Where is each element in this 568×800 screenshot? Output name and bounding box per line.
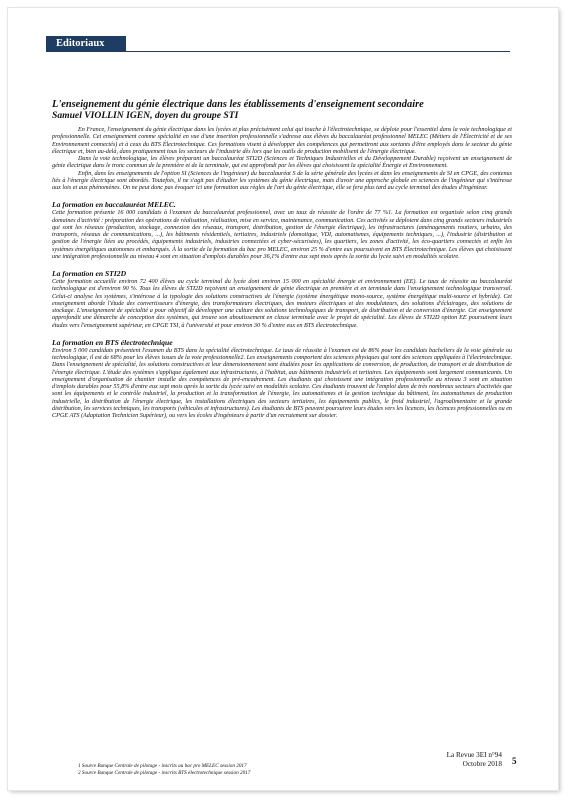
intro-paragraph: Enfin, dans les enseignements de l'option SI (Sciences de l'ingénieur) du baccalauréat S de la série générale des lycées et dans les enseignements de SI en CPGE, des contenus liés à l'énergie électrique sont abordés. Toutefois, il ne s'agit pas d'étudier les systèmes du génie électrique, mais d'avoir une approche globale en sciences de l'ingénieur qui s'intéresse aux lois et aux phénomènes. On ne peut donc pas évoquer ici une formation aux règles de l'art du génie électrique, elle se fera plus tard au cycle terminal des études d'ingénieur. <box>52 170 512 191</box>
publication-date: Octobre 2018 <box>462 760 502 768</box>
section-paragraph: Environ 5 000 candidats présentent l'examen du BTS dans la spécialité électrotechnique. Le taux de réussite à l'examen est de 86% pour les candidats bacheliers de la voie générale ou technologique, il est de 68% pour les élèves issues de la voie professionnelle2. Les enseignements comportent des sciences physiques qui sont des sciences appliquées à l'électrotechnique. Dans l'enseignement de spécialité, les solutions constructives et leur dimensionnement sont étudiées pour les applications de conversion, de production, de transport et de distribution de l'énergie électrique. L'étude des systèmes s'applique également aux infrastructures, à l'habitat, aux bâtiments industriels et tertiaires. Les équipements sont largement communicants. Un enseignement d'organisation de chantier installe des compétences de pré-encadrement. Les étudiants qui choisissent une intégration professionnelle au niveau 3 sont en situation d'emplois durables pour 55,8% d'entre eux sept mois après la sortie du lycée suivi en modalités scolaire. Ces étudiants trouvent de l'emploi dans de très nombreux secteurs d'activités que sont les équipements et le contrôle industriel, la production et la transformation de l'énergie, les automatismes et la gestion technique du bâtiment, les automatismes de production industrielle, la distribution de l'énergie électrique, les installations électriques des secteurs tertiaires, les équipements publics, le froid industriel, l'agroalimentaire et la grande distribution, les services techniques, les transports (véhicules et infrastructures). Les étudiants de BTS peuvent poursuivre leurs études vers les licences, les licences professionnelles ou en CPGE ATS (Adaptation Technicien Supérieur), ou vers les écoles d'ingénieurs à partir d'un recrutement sur dossier. <box>52 347 512 419</box>
section-heading: La formation en baccalauréat MELEC. <box>52 200 176 210</box>
section-heading: La formation en STI2D <box>52 269 127 278</box>
page-number: 5 <box>512 756 517 766</box>
footnote: 1 Source Banque Centrale de pilotage - inscrits au bac pro MELEC session 2017 <box>78 763 247 769</box>
article-title: L'enseignement du génie électrique dans les établissements d'enseignement secondaire <box>52 99 424 110</box>
section-banner: Editoriaux <box>46 36 126 52</box>
footnote: 2 Source Banque Centrale de pilotage - inscrits BTS électrotechnique session 2017 <box>78 769 251 776</box>
publication-info <box>384 751 502 769</box>
intro-paragraph: Dans la voie technologique, les élèves préparant un baccalauréat STI2D (Sciences et Techniques Industrielles et du Développement Durable) reçoivent un enseignement de génie électrique dans le tronc commun de la première et de la terminale, qui est approfondi par les élèves qui choisissent la spécialité Énergie et Environnement. <box>52 156 512 170</box>
section-paragraph: Cette formation accueille environ 72 400 élèves au cycle terminal du lycée dont environ 15 000 en spécialité énergie et environnement (EE). Le taux de réussite au baccalauréat technologique est d'environ 90 %. Tous les élèves de STI2D reçoivent un enseignement de génie électrique en première et en terminale dans l'enseignement technologique transversal. Celui-ci analyse les systèmes, s'intéresse à la typologie des solutions constructives de l'énergie (système énergétique mono-source, système énergétique multi-source et hybride). Cet enseignement aborde l'étude des convertisseurs d'énergie, des transformateurs électriques, des moteurs électriques et des modulateurs, des solutions d'éclairages, des solutions de stockage. L'enseignement de spécialité a pour objectif de développer une culture des solutions technologiques de transport, de distribution et de conversion d'énergie. Cet enseignement approfondit une démarche de conception des systèmes, qui trouve son aboutissement en classe terminale avec le projet de spécialité. Les élèves de STI2D option EE poursuivent leurs études vers l'enseignement supérieur, en CPGE TSI, à l'université et pour environ 30 % d'entre eux en BTS électrotechnique. <box>52 279 512 329</box>
article-body <box>52 127 512 420</box>
publication-name: La Revue 3EI n°94 <box>446 751 502 759</box>
footnotes <box>78 763 398 776</box>
banner-rule <box>126 51 510 52</box>
article-author: Samuel VIOLLIN IGEN, doyen du groupe STI <box>52 110 239 121</box>
section-paragraph: Cette formation présente 16 000 candidats à l'examen du baccalauréat professionnel, avec un taux de réussite de l'ordre de 77 %1. La formation est organisée selon cinq grands domaines d'activité : préparation des opérations de réalisation, réalisation, mise en service, maintenance, communication. Ces activités se déploient dans cinq grands secteurs industriels qui sont les réseaux (production, stockage, connexion des réseaux, transport, distribution, gestion de l'énergie électrique), les infrastructures (aménagements routiers, urbains, des transports, réseaux de communications, ...), les bâtiments résidentiels, tertiaires, industriels (domotique, VDI, automatismes, équipements techniques, ...), l'industrie (distribution et gestion de l'énergie liées au procédés, équipements industriels, industries connectées et cyber-sécurisées), les quartiers, les zones d'activité, les éco-quartiers connectés et enfin les systèmes énergétiques autonomes et embarqués. À la sortie de la formation du bac pro MELEC, environ 25 % d'entre eux poursuivent en BTS Électrotechnique. Les élèves qui choisissent une intégration professionnelle au niveau 4 sont en situation d'emplois durables pour 36,1% d'entre eux sept mois après la sortie du lycée suivi en modalités scolaire. <box>52 210 512 260</box>
section-heading: La formation en BTS électrotechnique <box>52 337 173 347</box>
intro-paragraph: En France, l'enseignement du génie électrique dans les lycées et plus précisément celui qui touche à l'électrotechnique, se déploie pour l'essentiel dans la voie technologique et professionnelle. Cet enseignement comme spécialité en vue d'une insertion professionnelle s'adresse aux élèves du baccalauréat professionnel MELEC (Métiers de l'Électricité et de ses Environnement connectés) et à ceux du BTS Électrotechnique. Ces formations visent à développer des compétences qui permettront aux sortants d'être employés dans le secteur du génie électrique et, bien au-delà, dans pratiquement tous les secteurs de l'industrie dès lors que les outils de production mobilisent de l'énergie électrique. <box>52 127 512 155</box>
